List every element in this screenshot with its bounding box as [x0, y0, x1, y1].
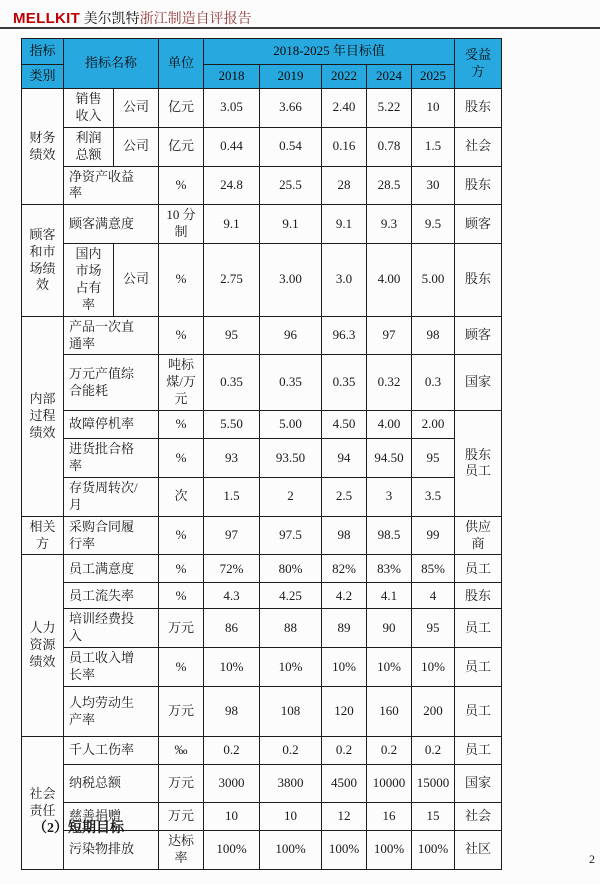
value-cell: 4.2	[322, 583, 367, 609]
value-cell: 97	[367, 316, 412, 355]
value-cell: 0.54	[260, 127, 322, 166]
value-cell: 0.35	[204, 355, 260, 411]
value-cell: 9.1	[322, 205, 367, 244]
unit-cell: %	[159, 411, 204, 439]
table-row	[22, 166, 502, 205]
value-cell: 25.5	[260, 166, 322, 205]
indicator-name-cell: 产品一次直通率	[64, 316, 159, 355]
value-cell: 16	[367, 803, 412, 831]
indicator-name-cell: 故障停机率	[64, 411, 159, 439]
value-cell: 0.78	[367, 127, 412, 166]
value-cell: 0.32	[367, 355, 412, 411]
unit-cell: ‰	[159, 737, 204, 765]
indicator-name-cell: 纳税总额	[64, 765, 159, 803]
beneficiary-cell: 股东	[455, 166, 502, 205]
value-cell: 94.50	[367, 439, 412, 478]
beneficiary-cell: 社会	[455, 127, 502, 166]
unit-cell: 万元	[159, 609, 204, 648]
table-row	[22, 89, 502, 128]
value-cell: 4.1	[367, 583, 412, 609]
value-cell: 12	[322, 803, 367, 831]
beneficiary-cell: 员工	[455, 648, 502, 687]
table-row	[22, 765, 502, 803]
beneficiary-cell: 供应商	[455, 516, 502, 555]
value-cell: 9.3	[367, 205, 412, 244]
value-cell: 4500	[322, 765, 367, 803]
beneficiary-cell: 员工	[455, 609, 502, 648]
value-cell: 1.5	[204, 477, 260, 516]
value-cell: 10%	[322, 648, 367, 687]
table-row	[22, 244, 502, 317]
indicator-name-cell: 存货周转次/月	[64, 477, 159, 516]
unit-cell: 亿元	[159, 89, 204, 128]
unit-cell: %	[159, 555, 204, 583]
unit-cell: 吨标煤/万元	[159, 355, 204, 411]
value-cell: 83%	[367, 555, 412, 583]
unit-cell: 万元	[159, 803, 204, 831]
document-header	[13, 8, 252, 28]
beneficiary-cell: 社区	[455, 831, 502, 870]
value-cell: 30	[412, 166, 455, 205]
table-body	[22, 89, 502, 870]
unit-cell: %	[159, 439, 204, 478]
beneficiary-cell: 顾客	[455, 316, 502, 355]
category-cell: 顾客和市场绩效	[22, 205, 64, 316]
value-cell: 10%	[204, 648, 260, 687]
value-cell: 98.5	[367, 516, 412, 555]
table-row	[22, 205, 502, 244]
unit-cell: 万元	[159, 687, 204, 737]
value-cell: 3.0	[322, 244, 367, 317]
unit-cell: %	[159, 516, 204, 555]
value-cell: 94	[322, 439, 367, 478]
value-cell: 1.5	[412, 127, 455, 166]
value-cell: 0.2	[322, 737, 367, 765]
value-cell: 3.5	[412, 477, 455, 516]
unit-cell: 10 分制	[159, 205, 204, 244]
beneficiary-cell: 股东	[455, 583, 502, 609]
value-cell: 15	[412, 803, 455, 831]
value-cell: 4.00	[367, 244, 412, 317]
beneficiary-cell: 国家	[455, 765, 502, 803]
indicator-name-cell: 污染物排放	[64, 831, 159, 870]
table-row	[22, 127, 502, 166]
header-category-top: 指标	[22, 39, 64, 65]
value-cell: 10	[412, 89, 455, 128]
value-cell: 10	[260, 803, 322, 831]
indicator-name-cell: 净资产收益率	[64, 166, 159, 205]
value-cell: 5.00	[260, 411, 322, 439]
value-cell: 3.00	[260, 244, 322, 317]
indicator-name-cell: 万元产值综合能耗	[64, 355, 159, 411]
value-cell: 9.1	[204, 205, 260, 244]
table-row	[22, 687, 502, 737]
value-cell: 160	[367, 687, 412, 737]
header-beneficiary: 受益方	[455, 39, 502, 89]
indicator-name-cell: 采购合同履行率	[64, 516, 159, 555]
value-cell: 100%	[367, 831, 412, 870]
value-cell: 90	[367, 609, 412, 648]
value-cell: 9.1	[260, 205, 322, 244]
unit-cell: %	[159, 648, 204, 687]
value-cell: 85%	[412, 555, 455, 583]
value-cell: 3.66	[260, 89, 322, 128]
header-year-2018: 2018	[204, 65, 260, 89]
value-cell: 97	[204, 516, 260, 555]
value-cell: 0.2	[367, 737, 412, 765]
value-cell: 96	[260, 316, 322, 355]
value-cell: 0.44	[204, 127, 260, 166]
unit-cell: 亿元	[159, 127, 204, 166]
unit-cell: %	[159, 166, 204, 205]
indicator-scope-cell: 公司	[114, 127, 159, 166]
value-cell: 72%	[204, 555, 260, 583]
value-cell: 98	[204, 687, 260, 737]
beneficiary-cell: 股东	[455, 244, 502, 317]
value-cell: 10000	[367, 765, 412, 803]
value-cell: 4.25	[260, 583, 322, 609]
value-cell: 99	[412, 516, 455, 555]
value-cell: 98	[322, 516, 367, 555]
table-row	[22, 737, 502, 765]
indicator-name-cell: 顾客满意度	[64, 205, 159, 244]
value-cell: 108	[260, 687, 322, 737]
value-cell: 2.40	[322, 89, 367, 128]
unit-cell: %	[159, 244, 204, 317]
value-cell: 100%	[322, 831, 367, 870]
report-title: 浙江制造自评报告	[139, 12, 252, 27]
beneficiary-cell: 员工	[455, 737, 502, 765]
category-cell: 社会责任	[22, 737, 64, 870]
value-cell: 100%	[412, 831, 455, 870]
value-cell: 97.5	[260, 516, 322, 555]
value-cell: 100%	[260, 831, 322, 870]
value-cell: 4.00	[367, 411, 412, 439]
value-cell: 2	[260, 477, 322, 516]
value-cell: 100%	[204, 831, 260, 870]
value-cell: 93	[204, 439, 260, 478]
beneficiary-cell: 社会	[455, 803, 502, 831]
header-row-1	[22, 39, 502, 65]
section-heading: （2）短期目标	[33, 821, 124, 836]
header-category-bottom: 类别	[22, 65, 64, 89]
value-cell: 4.50	[322, 411, 367, 439]
value-cell: 96.3	[322, 316, 367, 355]
value-cell: 28	[322, 166, 367, 205]
table-row	[22, 439, 502, 478]
value-cell: 95	[412, 609, 455, 648]
indicator-name-cell: 人均劳动生产率	[64, 687, 159, 737]
value-cell: 3000	[204, 765, 260, 803]
value-cell: 4	[412, 583, 455, 609]
beneficiary-cell: 股东	[455, 89, 502, 128]
header-unit: 单位	[159, 39, 204, 89]
beneficiary-cell: 股东员工	[455, 411, 502, 517]
indicator-name-cell: 员工满意度	[64, 555, 159, 583]
value-cell: 86	[204, 609, 260, 648]
unit-cell: %	[159, 583, 204, 609]
table-row	[22, 648, 502, 687]
table-row	[22, 477, 502, 516]
value-cell: 82%	[322, 555, 367, 583]
value-cell: 88	[260, 609, 322, 648]
value-cell: 15000	[412, 765, 455, 803]
category-cell: 相关方	[22, 516, 64, 555]
header-target-span: 2018-2025 年目标值	[204, 39, 455, 65]
indicator-scope-cell: 公司	[114, 89, 159, 128]
value-cell: 5.50	[204, 411, 260, 439]
value-cell: 10	[204, 803, 260, 831]
unit-cell: 次	[159, 477, 204, 516]
indicator-name-cell: 培训经费投入	[64, 609, 159, 648]
value-cell: 0.16	[322, 127, 367, 166]
value-cell: 5.00	[412, 244, 455, 317]
value-cell: 3.05	[204, 89, 260, 128]
value-cell: 200	[412, 687, 455, 737]
value-cell: 2.5	[322, 477, 367, 516]
value-cell: 89	[322, 609, 367, 648]
value-cell: 3	[367, 477, 412, 516]
indicator-name-cell: 销售收入	[64, 89, 114, 128]
table-row	[22, 516, 502, 555]
table-row	[22, 316, 502, 355]
value-cell: 3800	[260, 765, 322, 803]
value-cell: 0.2	[412, 737, 455, 765]
table-row	[22, 411, 502, 439]
header-year-2024: 2024	[367, 65, 412, 89]
value-cell: 0.2	[260, 737, 322, 765]
value-cell: 0.35	[260, 355, 322, 411]
unit-cell: 达标率	[159, 831, 204, 870]
header-year-2025: 2025	[412, 65, 455, 89]
brand-logo-text: MELLKIT	[13, 10, 81, 27]
value-cell: 9.5	[412, 205, 455, 244]
table-row	[22, 583, 502, 609]
value-cell: 98	[412, 316, 455, 355]
beneficiary-cell: 员工	[455, 687, 502, 737]
value-cell: 10%	[412, 648, 455, 687]
value-cell: 0.3	[412, 355, 455, 411]
value-cell: 0.35	[322, 355, 367, 411]
value-cell: 2.75	[204, 244, 260, 317]
value-cell: 0.2	[204, 737, 260, 765]
company-name: 美尔凯特	[83, 12, 140, 27]
category-cell: 财务绩效	[22, 89, 64, 205]
header-indicator-name: 指标名称	[64, 39, 159, 89]
value-cell: 10%	[367, 648, 412, 687]
value-cell: 10%	[260, 648, 322, 687]
indicator-name-cell: 慈善捐赠	[64, 803, 159, 831]
value-cell: 80%	[260, 555, 322, 583]
header-divider	[0, 27, 600, 29]
header-year-2022: 2022	[322, 65, 367, 89]
table-header	[22, 39, 502, 89]
value-cell: 24.8	[204, 166, 260, 205]
value-cell: 5.22	[367, 89, 412, 128]
value-cell: 95	[204, 316, 260, 355]
value-cell: 2.00	[412, 411, 455, 439]
value-cell: 95	[412, 439, 455, 478]
indicator-scope-cell: 公司	[114, 244, 159, 317]
value-cell: 120	[322, 687, 367, 737]
indicator-name-cell: 员工收入增长率	[64, 648, 159, 687]
indicator-name-cell: 员工流失率	[64, 583, 159, 609]
page-number: 2	[589, 852, 595, 866]
table-row	[22, 355, 502, 411]
value-cell: 4.3	[204, 583, 260, 609]
beneficiary-cell: 国家	[455, 355, 502, 411]
value-cell: 28.5	[367, 166, 412, 205]
category-cell: 人力资源绩效	[22, 555, 64, 737]
indicator-name-cell: 进货批合格率	[64, 439, 159, 478]
beneficiary-cell: 员工	[455, 555, 502, 583]
table-row	[22, 609, 502, 648]
category-cell: 内部过程绩效	[22, 316, 64, 516]
indicator-name-cell: 利润总额	[64, 127, 114, 166]
header-year-2019: 2019	[260, 65, 322, 89]
targets-table	[21, 38, 502, 870]
unit-cell: 万元	[159, 765, 204, 803]
beneficiary-cell: 顾客	[455, 205, 502, 244]
indicator-name-cell: 千人工伤率	[64, 737, 159, 765]
table-row	[22, 555, 502, 583]
value-cell: 93.50	[260, 439, 322, 478]
indicator-name-cell: 国内市场占有率	[64, 244, 114, 317]
unit-cell: %	[159, 316, 204, 355]
